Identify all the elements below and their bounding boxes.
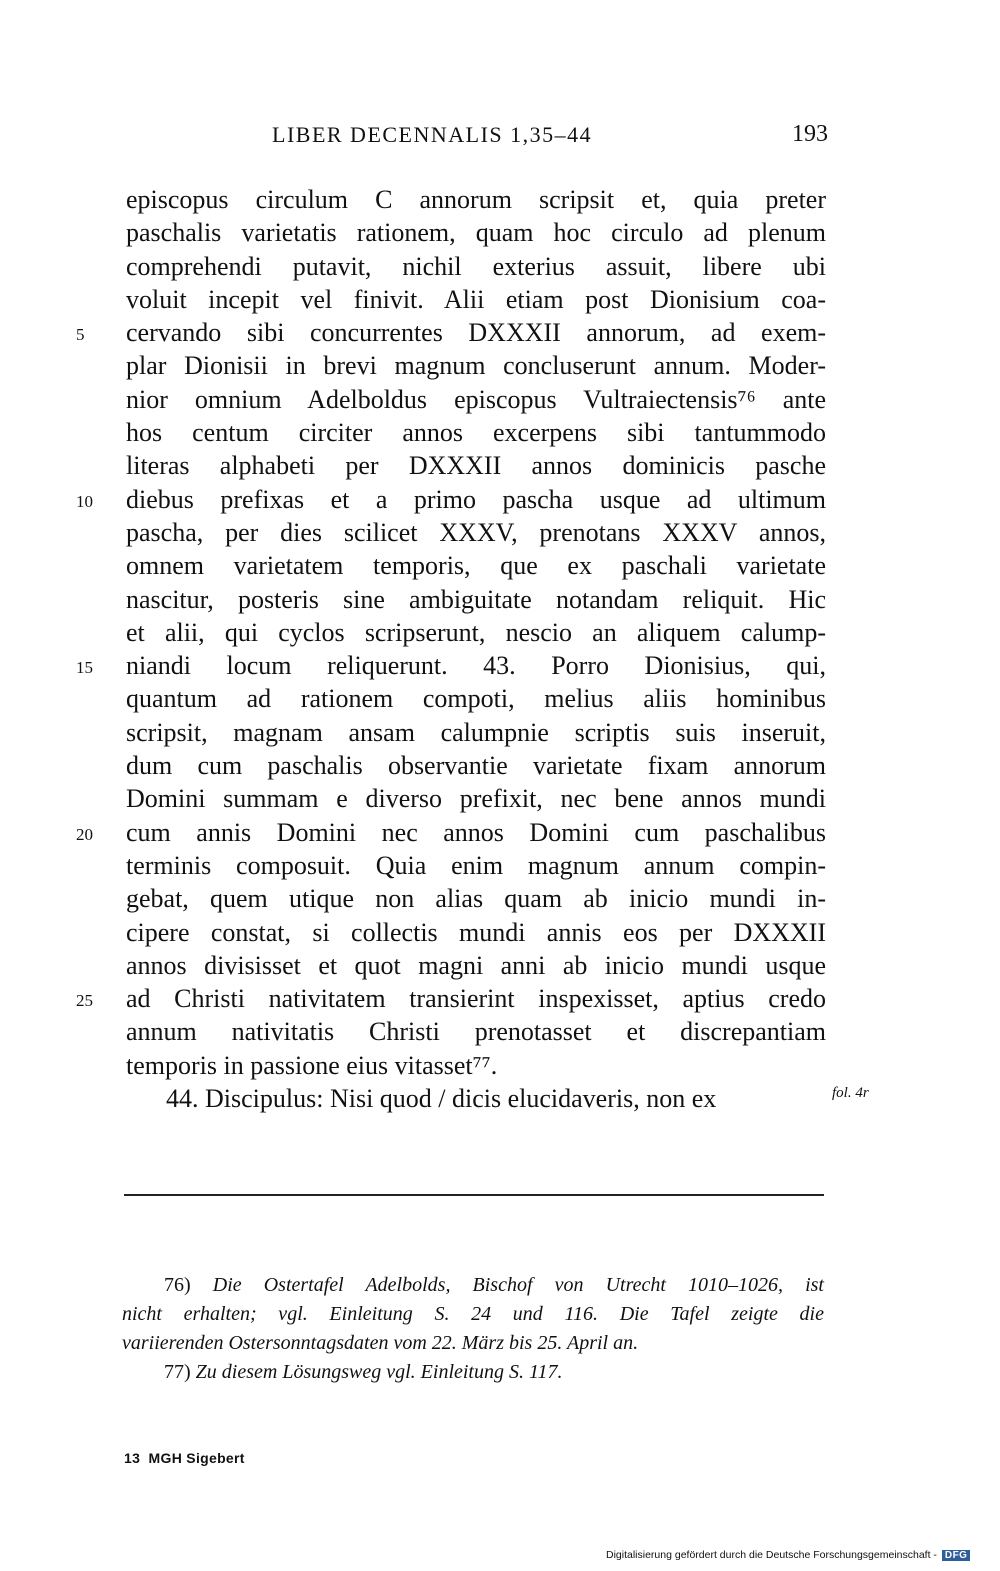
line-text: pascha, per dies scilicet XXXV, prenotans XXXV annos, [126,517,826,547]
text-line [126,749,826,782]
line-text: hos centum circiter annos excerpens sibi tantummodo [126,418,826,448]
line-text: annos divisisset et quot magni anni ab inicio mundi usque [126,950,826,980]
text-line [126,449,826,482]
text-line [76,483,826,516]
line-number: 10 [76,491,93,511]
line-number: 20 [76,824,93,844]
footnote-76-text-1: Die Ostertafel Adelbolds, Bischof von Utrecht 1010–1026, ist [212,1274,824,1296]
text-line [126,349,826,382]
line-number: 25 [76,991,93,1011]
text-line [126,1049,826,1082]
line-text: annum nativitatis Christi prenotasset et discrepantiam [126,1017,826,1047]
text-line [126,916,826,949]
footnote-77-line-1 [122,1358,824,1387]
line-text: episcopus circulum C annorum scripsit et, quia preter [126,185,826,214]
page-number: 193 [792,121,828,147]
line-text: diebus prefixas et a primo pascha usque ad ultimum [126,484,826,514]
line-number: 5 [76,325,85,345]
dfg-logo: DFG [942,1550,971,1561]
text-line [126,183,826,216]
text-line [126,882,826,915]
line-text: quantum ad rationem compoti, melius aliis hominibus [126,684,826,714]
line-text: plar Dionisii in brevi magnum concluserunt annum. Moder- [126,351,826,381]
text-line [126,1015,826,1048]
text-line [76,816,826,849]
text-line [126,583,826,616]
footnote-76-line-1 [122,1271,824,1300]
line-text: temporis in passione eius vitasset⁷⁷. [126,1050,498,1080]
line-text: cipere constat, si collectis mundi annis eos per DXXXII [126,917,826,947]
line-text: voluit incepit vel finivit. Alii etiam post Dionisium coa- [126,284,826,314]
line-text: 44. Discipulus: Nisi quod / dicis elucidaveris, non ex [166,1084,717,1114]
dfg-credit-text: Digitalisierung gefördert durch die Deutsche Forschungsgemeinschaft - [606,1549,937,1561]
dfg-credit [606,1549,970,1561]
folio-margin-note: fol. 4r [832,1085,869,1101]
footnote-76-line-3: variierenden Ostersonntagsdaten vom 22. März bis 25. April an. [122,1332,639,1354]
line-text: cervando sibi concurrentes DXXXII annorum, ad exem- [126,318,826,348]
signature-mark: 13 MGH Sigebert [124,1450,245,1466]
text-line [126,516,826,549]
line-text: Domini summam e diverso prefixit, nec bene annos mundi [126,784,826,814]
text-line [126,1082,826,1115]
line-text: omnem varietatem temporis, que ex paschali varietate [126,551,826,581]
line-text: comprehendi putavit, nichil exterius assuit, libere ubi [126,251,826,281]
text-line [126,549,826,582]
text-line [76,982,826,1015]
text-line [126,849,826,882]
line-text: gebat, quem utique non alias quam ab inicio mundi in- [126,884,826,914]
text-line [126,283,826,316]
text-line [126,250,826,283]
footnotes [122,1271,824,1387]
line-text: et alii, qui cyclos scripserunt, nescio an aliquem calump- [126,617,826,647]
line-text: literas alphabeti per DXXXII annos dominicis pasche [126,451,826,481]
footnote-77-text-1: Zu diesem Lösungsweg vgl. Einleitung S. 117. [195,1361,563,1383]
text-line [126,616,826,649]
line-number: 15 [76,658,93,678]
text-line [126,949,826,982]
text-line [126,416,826,449]
line-text: ad Christi nativitatem transierint inspexisset, aptius credo [126,984,826,1014]
text-line [76,316,826,349]
text-line [126,383,826,416]
line-text: niandi locum reliquerunt. 43. Porro Dionisius, qui, [126,651,826,681]
text-line [126,682,826,715]
text-line [126,216,826,249]
footnote-rule [124,1194,824,1196]
footnote-76-mark: 76) [164,1274,191,1296]
footnote-76-line-2: nicht erhalten; vgl. Einleitung S. 24 und 116. Die Tafel zeigte die [122,1303,824,1325]
text-line [126,782,826,815]
line-text: dum cum paschalis observantie varietate fixam annorum [126,751,826,781]
footnote-77-mark: 77) [164,1361,191,1383]
line-text: terminis composuit. Quia enim magnum annum compin- [126,850,826,880]
text-line [126,716,826,749]
text-line [76,649,826,682]
line-text: nascitur, posteris sine ambiguitate notandam reliquit. Hic [126,584,826,614]
line-text: paschalis varietatis rationem, quam hoc circulo ad plenum [126,218,826,248]
line-text: nior omnium Adelboldus episcopus Vultraiectensis⁷⁶ ante [126,384,826,414]
line-text: scripsit, magnam ansam calumpnie scriptis suis inseruit, [126,717,826,747]
running-title: LIBER DECENNALIS 1,35–44 [272,122,593,147]
main-text [76,183,826,1115]
line-text: cum annis Domini nec annos Domini cum paschalibus [126,817,826,847]
